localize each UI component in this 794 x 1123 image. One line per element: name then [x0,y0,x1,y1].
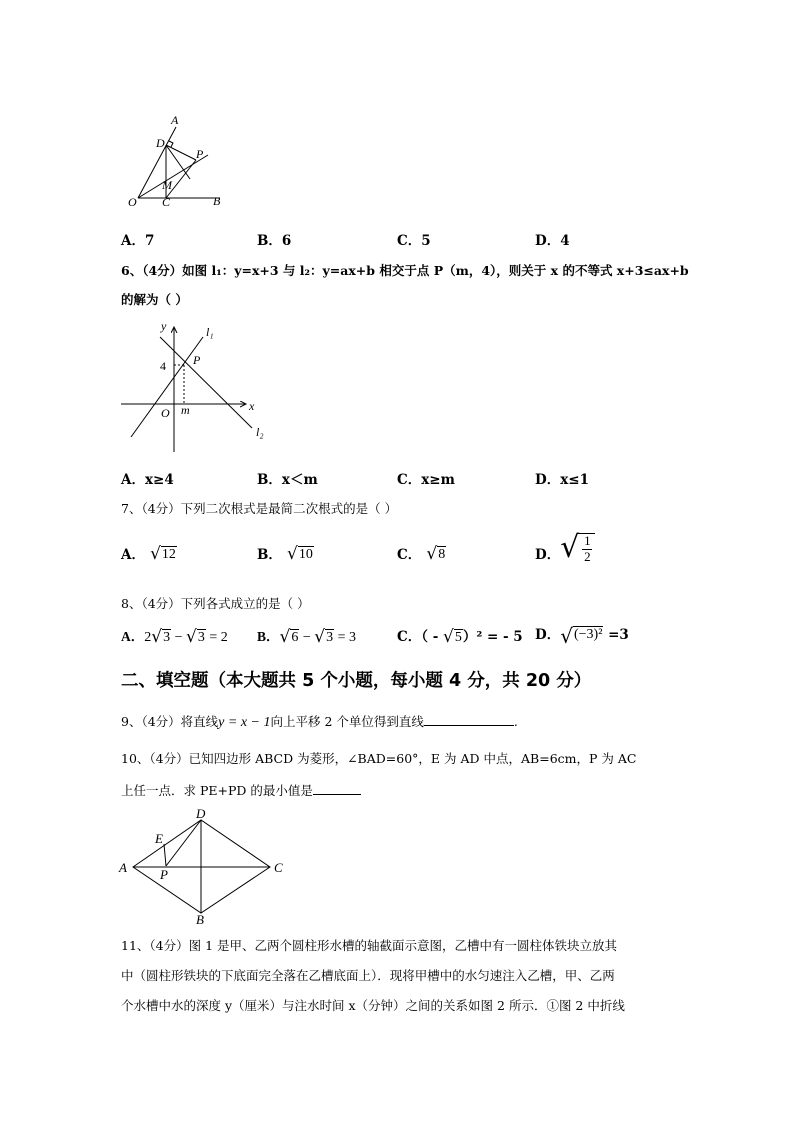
q7-option-c-label: C． [397,547,422,563]
q10-label-E: E [155,831,163,846]
q8-option-b-r1: 6 [291,629,299,645]
q9-post: 向上平移 2 个单位得到直线 [270,714,424,729]
q9-pre: 9、（4分）将直线 [121,714,219,729]
q5-option-b: B．6 [257,233,292,249]
q9-end: . [513,714,518,729]
q10-line2-text: 上任一点．求 PE+PD 的最小值是 [121,783,313,798]
q7-option-b-label: B． [257,547,282,563]
q6-label-O: O [161,406,170,420]
q8-option-a-minus: − [174,630,183,645]
q7-option-d-label: D． [535,546,561,563]
q7-option-d-numerator: 1 [584,533,591,548]
q5-label-C: C [162,195,171,209]
q8-option-a-coef: 2 [144,630,152,645]
q9-expression: y = x − 1 [218,715,271,730]
q8-option-a: A．2 √ 3 − √ 3 = 2 [121,626,228,647]
q7-option-a-label: A． [121,547,145,563]
q7-option-d-radical: √ 1 2 [560,533,595,565]
q8-option-c-radicand: 5 [454,629,462,645]
q5-label-D: D [156,136,165,150]
q8-option-d-radicand: (−3)² [573,626,603,646]
q8-stem: 8、（4分）下列各式成立的是（ ） [121,596,310,611]
q6-label-4: 4 [160,359,166,373]
q8-option-b-label: B． [257,629,280,644]
q8-option-c: C．（ - √ 5 ）² = - 5 [397,626,523,647]
q5-label-B: B [213,194,221,208]
q8-option-d-label: D． [535,627,561,643]
q11-stem-line1: 11、（4分）图 1 是甲、乙两个圆柱形水槽的轴截面示意图，乙槽中有一圆柱体铁块立放其 [121,938,618,953]
q7-option-c-radicand: 8 [438,546,446,562]
q7-option-a: A． √ 12 [121,543,176,564]
q5-label-A: A [171,113,179,127]
q6-option-c: C．x≥m [397,472,455,488]
q7-stem: 7、（4分）下列二次根式是最简二次根式的是（ ） [121,501,398,516]
q5-label-O: O [128,195,137,209]
q8-option-a-r2: 3 [197,629,205,645]
q6-stem-line2: 的解为（ ） [121,292,188,307]
q5-label-M: M [162,178,172,192]
q6-label-l1: l₁ [206,325,214,339]
q11-stem-line2: 中（圆柱形铁块的下底面完全落在乙槽底面上）．现将甲槽中的水匀速注入乙槽，甲、乙两 [121,968,615,983]
q10-label-D: D [196,806,206,821]
q6-label-m: m [181,403,190,417]
q7-option-a-radicand: 12 [161,546,176,562]
q7-option-b-radicand: 10 [298,546,313,562]
q6-option-b: B．x＜m [257,472,318,488]
section-2-title: 二、填空题（本大题共 5 个小题，每小题 4 分，共 20 分） [121,671,592,691]
q6-label-P: P [193,353,201,367]
q5-option-a: A．7 [121,233,155,249]
q8-option-c-label: C．（ - [397,629,443,645]
q6-option-d: D．x≤1 [535,472,589,488]
q8-option-d-eq: =3 [603,627,629,643]
q8-option-d: D． √ (−3)² =3 [535,623,629,648]
q8-option-a-label: A． [121,629,145,644]
q7-option-d-denominator: 2 [584,548,591,564]
q5-label-P: P [196,147,204,161]
q6-label-y: y [161,319,167,333]
q7-option-c: C． √ 8 [397,543,446,564]
q5-option-c: C．5 [397,233,431,249]
q8-option-b-minus: − [302,630,311,645]
q8-option-c-tail: ）² = - 5 [462,629,523,645]
q6-option-a: A．x≥4 [121,472,174,488]
q10-label-A: A [119,860,127,875]
q11-stem-line3: 个水槽中水的深度 y（厘米）与注水时间 x（分钟）之间的关系如图 2 所示．①图 2 中折线 [121,998,625,1013]
q8-option-b: B． √ 6 − √ 3 = 3 [257,626,357,647]
q5-option-d: D．4 [535,233,570,249]
q6-stem-line1: 6、（4分）如图 l₁：y=x+3 与 l₂：y=ax+b 相交于点 P（m，4），则关于 x 的不等式 x+3≤ax+b [121,263,689,278]
q10-stem-line1: 10、（4分）已知四边形 ABCD 为菱形，∠BAD=60°，E 为 AD 中点，AB=6cm，P 为 AC [121,751,637,766]
q6-label-x: x [249,399,255,413]
q8-option-b-r2: 3 [326,629,334,645]
q8-option-a-eq: = 2 [209,630,228,645]
q8-option-b-eq: = 3 [337,630,357,645]
q10-label-P: P [160,867,168,882]
q10-label-B: B [196,912,204,927]
q10-label-C: C [274,860,283,875]
q8-option-a-r1: 3 [163,629,171,645]
q7-option-b: B． √ 10 [257,543,313,564]
q6-label-l2: l₂ [256,425,264,439]
